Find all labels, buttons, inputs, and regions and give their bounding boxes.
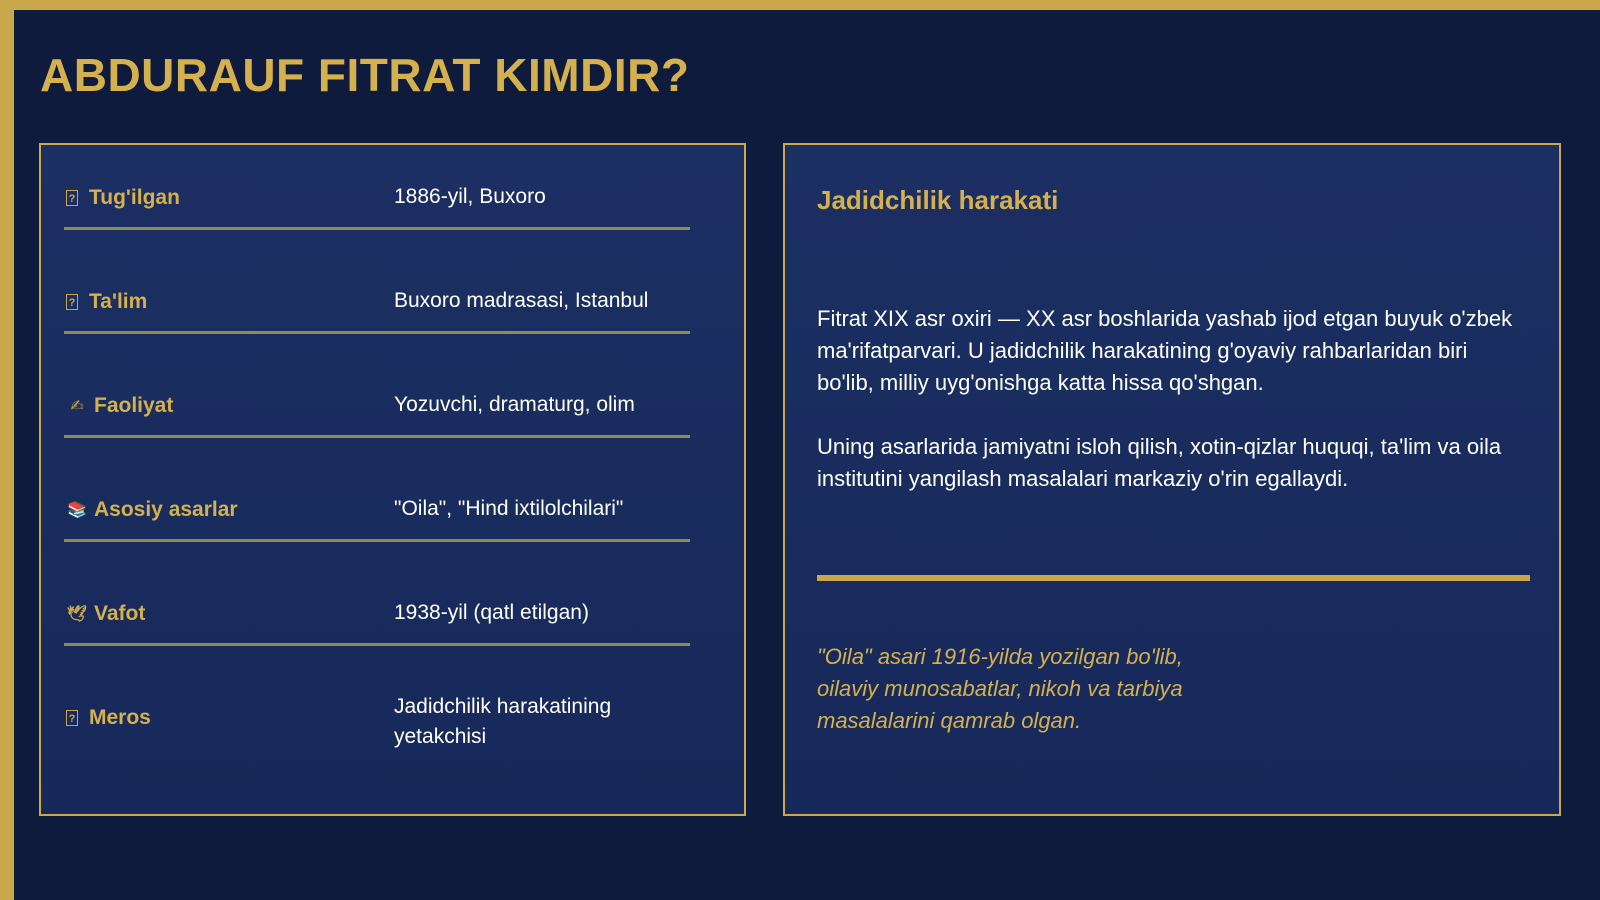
- info-value: 1886-yil, Buxoro: [394, 185, 546, 208]
- info-value: Buxoro madrasasi, Istanbul: [394, 289, 649, 312]
- quote-text: "Oila" asari 1916-yilda yozilgan bo'lib, oilaviy munosabatlar, nikoh va tarbiya masalalarini qamrab olgan.: [817, 644, 1183, 733]
- top-accent-bar: [0, 0, 1600, 10]
- info-row-faoliyat: [64, 376, 690, 438]
- info-panel: [39, 143, 746, 816]
- dove-icon: 🕊: [66, 606, 88, 623]
- left-accent-bar: [0, 0, 14, 900]
- info-row-label: [64, 186, 180, 210]
- info-label-text: Meros: [89, 706, 151, 729]
- info-row-label: [64, 394, 173, 418]
- divider: [817, 575, 1530, 581]
- panel-heading: Jadidchilik harakati: [817, 185, 1059, 215]
- placeholder-icon: ?: [66, 190, 78, 206]
- info-label-text: Ta'lim: [89, 290, 148, 313]
- page-title: ABDURAUF FITRAT KIMDIR?: [40, 49, 690, 101]
- info-value: 1938-yil (qatl etilgan): [394, 601, 589, 624]
- description-paragraph-1: Fitrat XIX asr oxiri — XX asr boshlarida yashab ijod etgan buyuk o'zbek ma'rifatparvari. U jadidchilik harakatining g'oyaviy rahbarlaridan biri bo'lib, milliy uyg'onishga katta hissa qo'shgan.: [817, 306, 1513, 395]
- info-row-label: [64, 706, 151, 730]
- info-row-tugilgan: [64, 168, 690, 230]
- info-row-vafot: [64, 584, 690, 646]
- info-label-text: Vafot: [94, 602, 146, 625]
- info-row-talim: [64, 272, 690, 334]
- placeholder-icon: ?: [66, 294, 78, 310]
- info-value: Jadidchilik harakatining yetakchisi: [394, 695, 612, 748]
- info-row-label: [64, 290, 147, 314]
- description-panel: [783, 143, 1561, 816]
- info-row-asosiy-asarlar: [64, 480, 690, 542]
- writing-hand-icon: ✍: [70, 398, 84, 415]
- info-row-meros: [64, 688, 690, 750]
- description-paragraph-2: Uning asarlarida jamiyatni isloh qilish, xotin-qizlar huquqi, ta'lim va oila institutini yangilash masalalari markaziy o'rin egallaydi.: [817, 434, 1502, 491]
- info-row-label: [64, 498, 238, 522]
- info-label-text: Tug'ilgan: [89, 186, 180, 209]
- info-label-text: Asosiy asarlar: [94, 498, 238, 521]
- info-row-label: [64, 602, 145, 626]
- info-value: "Oila", "Hind ixtilolchilari": [394, 497, 624, 520]
- placeholder-icon: ?: [66, 710, 78, 726]
- info-label-text: Faoliyat: [94, 394, 174, 417]
- info-value: Yozuvchi, dramaturg, olim: [394, 393, 635, 416]
- books-icon: 📚: [67, 502, 87, 519]
